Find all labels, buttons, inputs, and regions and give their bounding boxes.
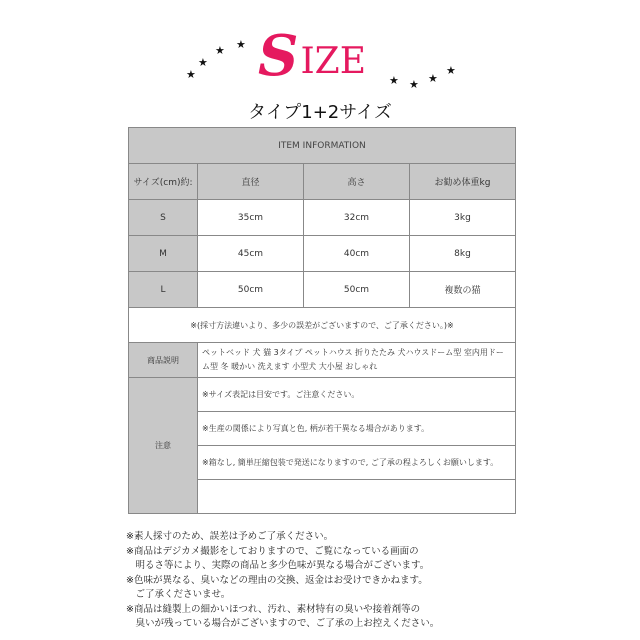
star-icon: ★: [409, 78, 419, 91]
column-header: 高さ: [304, 164, 410, 200]
column-header: サイズ(cm)約:: [129, 164, 198, 200]
header: [0, 0, 640, 130]
footer-notes: [126, 530, 526, 632]
table-cell: 32cm: [304, 200, 410, 236]
table-cell: 35cm: [198, 200, 304, 236]
footer-line: ※素人採寸のため、誤差は予めご了承ください。: [126, 531, 334, 542]
subtitle: タイプ1+2サイズ: [248, 102, 392, 123]
table-cell: 複数の猫: [410, 272, 516, 308]
measure-note-row: [129, 308, 516, 343]
footer-line: ご了承くださいませ。: [126, 589, 231, 600]
table-cell: 3kg: [410, 200, 516, 236]
size-label: M: [129, 236, 198, 272]
measure-note: ※(採寸方法違いより、多少の誤差がございますので、ご了承ください。)※: [129, 308, 516, 343]
size-title-rest: IZE: [300, 41, 366, 82]
star-icon: ★: [446, 64, 456, 77]
star-icon: ★: [236, 38, 246, 51]
note-item: ※箱なし, 簡単圧縮包装で発送になりますので, ご了承の程よろしくお願いします。: [198, 446, 516, 480]
table-cell: 50cm: [304, 272, 410, 308]
column-header: 直径: [198, 164, 304, 200]
product-row: [129, 343, 516, 378]
product-label: 商品説明: [129, 343, 198, 378]
star-icon: ★: [198, 56, 208, 69]
footer-line: ※商品は縫製上の細かいほつれ、汚れ、素材特有の臭いや接着剤等の: [126, 603, 421, 615]
table-cell: 50cm: [198, 272, 304, 308]
table-title: ITEM INFORMATION: [129, 128, 516, 164]
column-header: お勧め体重kg: [410, 164, 516, 200]
size-title-initial: S: [258, 23, 299, 89]
note-item: ※生産の関係により写真と色, 柄が若干異なる場合があります。: [198, 412, 516, 446]
star-icon: ★: [389, 74, 399, 87]
product-description: ペットベッド 犬 猫 3タイプ ペットハウス 折りたたみ 犬ハウスドーム型 室内用ドーム型 冬 暖かい 洗えます 小型犬 大小屋 おしゃれ: [198, 343, 516, 378]
footer-line: ※商品はデジカメ撮影をしておりますので、ご覧になっている画面の: [126, 545, 419, 557]
item-information-table: [128, 127, 516, 514]
table-cell: 45cm: [198, 236, 304, 272]
table-row: [129, 272, 516, 308]
footer-line: 臭いが残っている場合がございますので、ご了承の上お控えください。: [126, 618, 440, 629]
star-icon: ★: [215, 44, 225, 57]
note-item: [198, 480, 516, 514]
table-cell: 40cm: [304, 236, 410, 272]
table-row: [129, 236, 516, 272]
table-title-row: [129, 128, 516, 164]
notes-row: [129, 378, 516, 412]
note-item: ※サイズ表記は目安です。ご注意ください。: [198, 378, 516, 412]
size-label: L: [129, 272, 198, 308]
size-title: [258, 23, 388, 89]
footer-line: ※色味が異なる、臭いなどの理由の交換、返金はお受けできかねます。: [126, 574, 428, 586]
star-icon: ★: [428, 72, 438, 85]
footer-line: 明るさ等により、実際の商品と多少色味が異なる場合がございます。: [126, 560, 430, 571]
table-cell: 8kg: [410, 236, 516, 272]
notes-label: 注意: [129, 378, 198, 514]
star-icon: ★: [186, 68, 196, 81]
table-row: [129, 200, 516, 236]
size-label: S: [129, 200, 198, 236]
table-header-row: [129, 164, 516, 200]
